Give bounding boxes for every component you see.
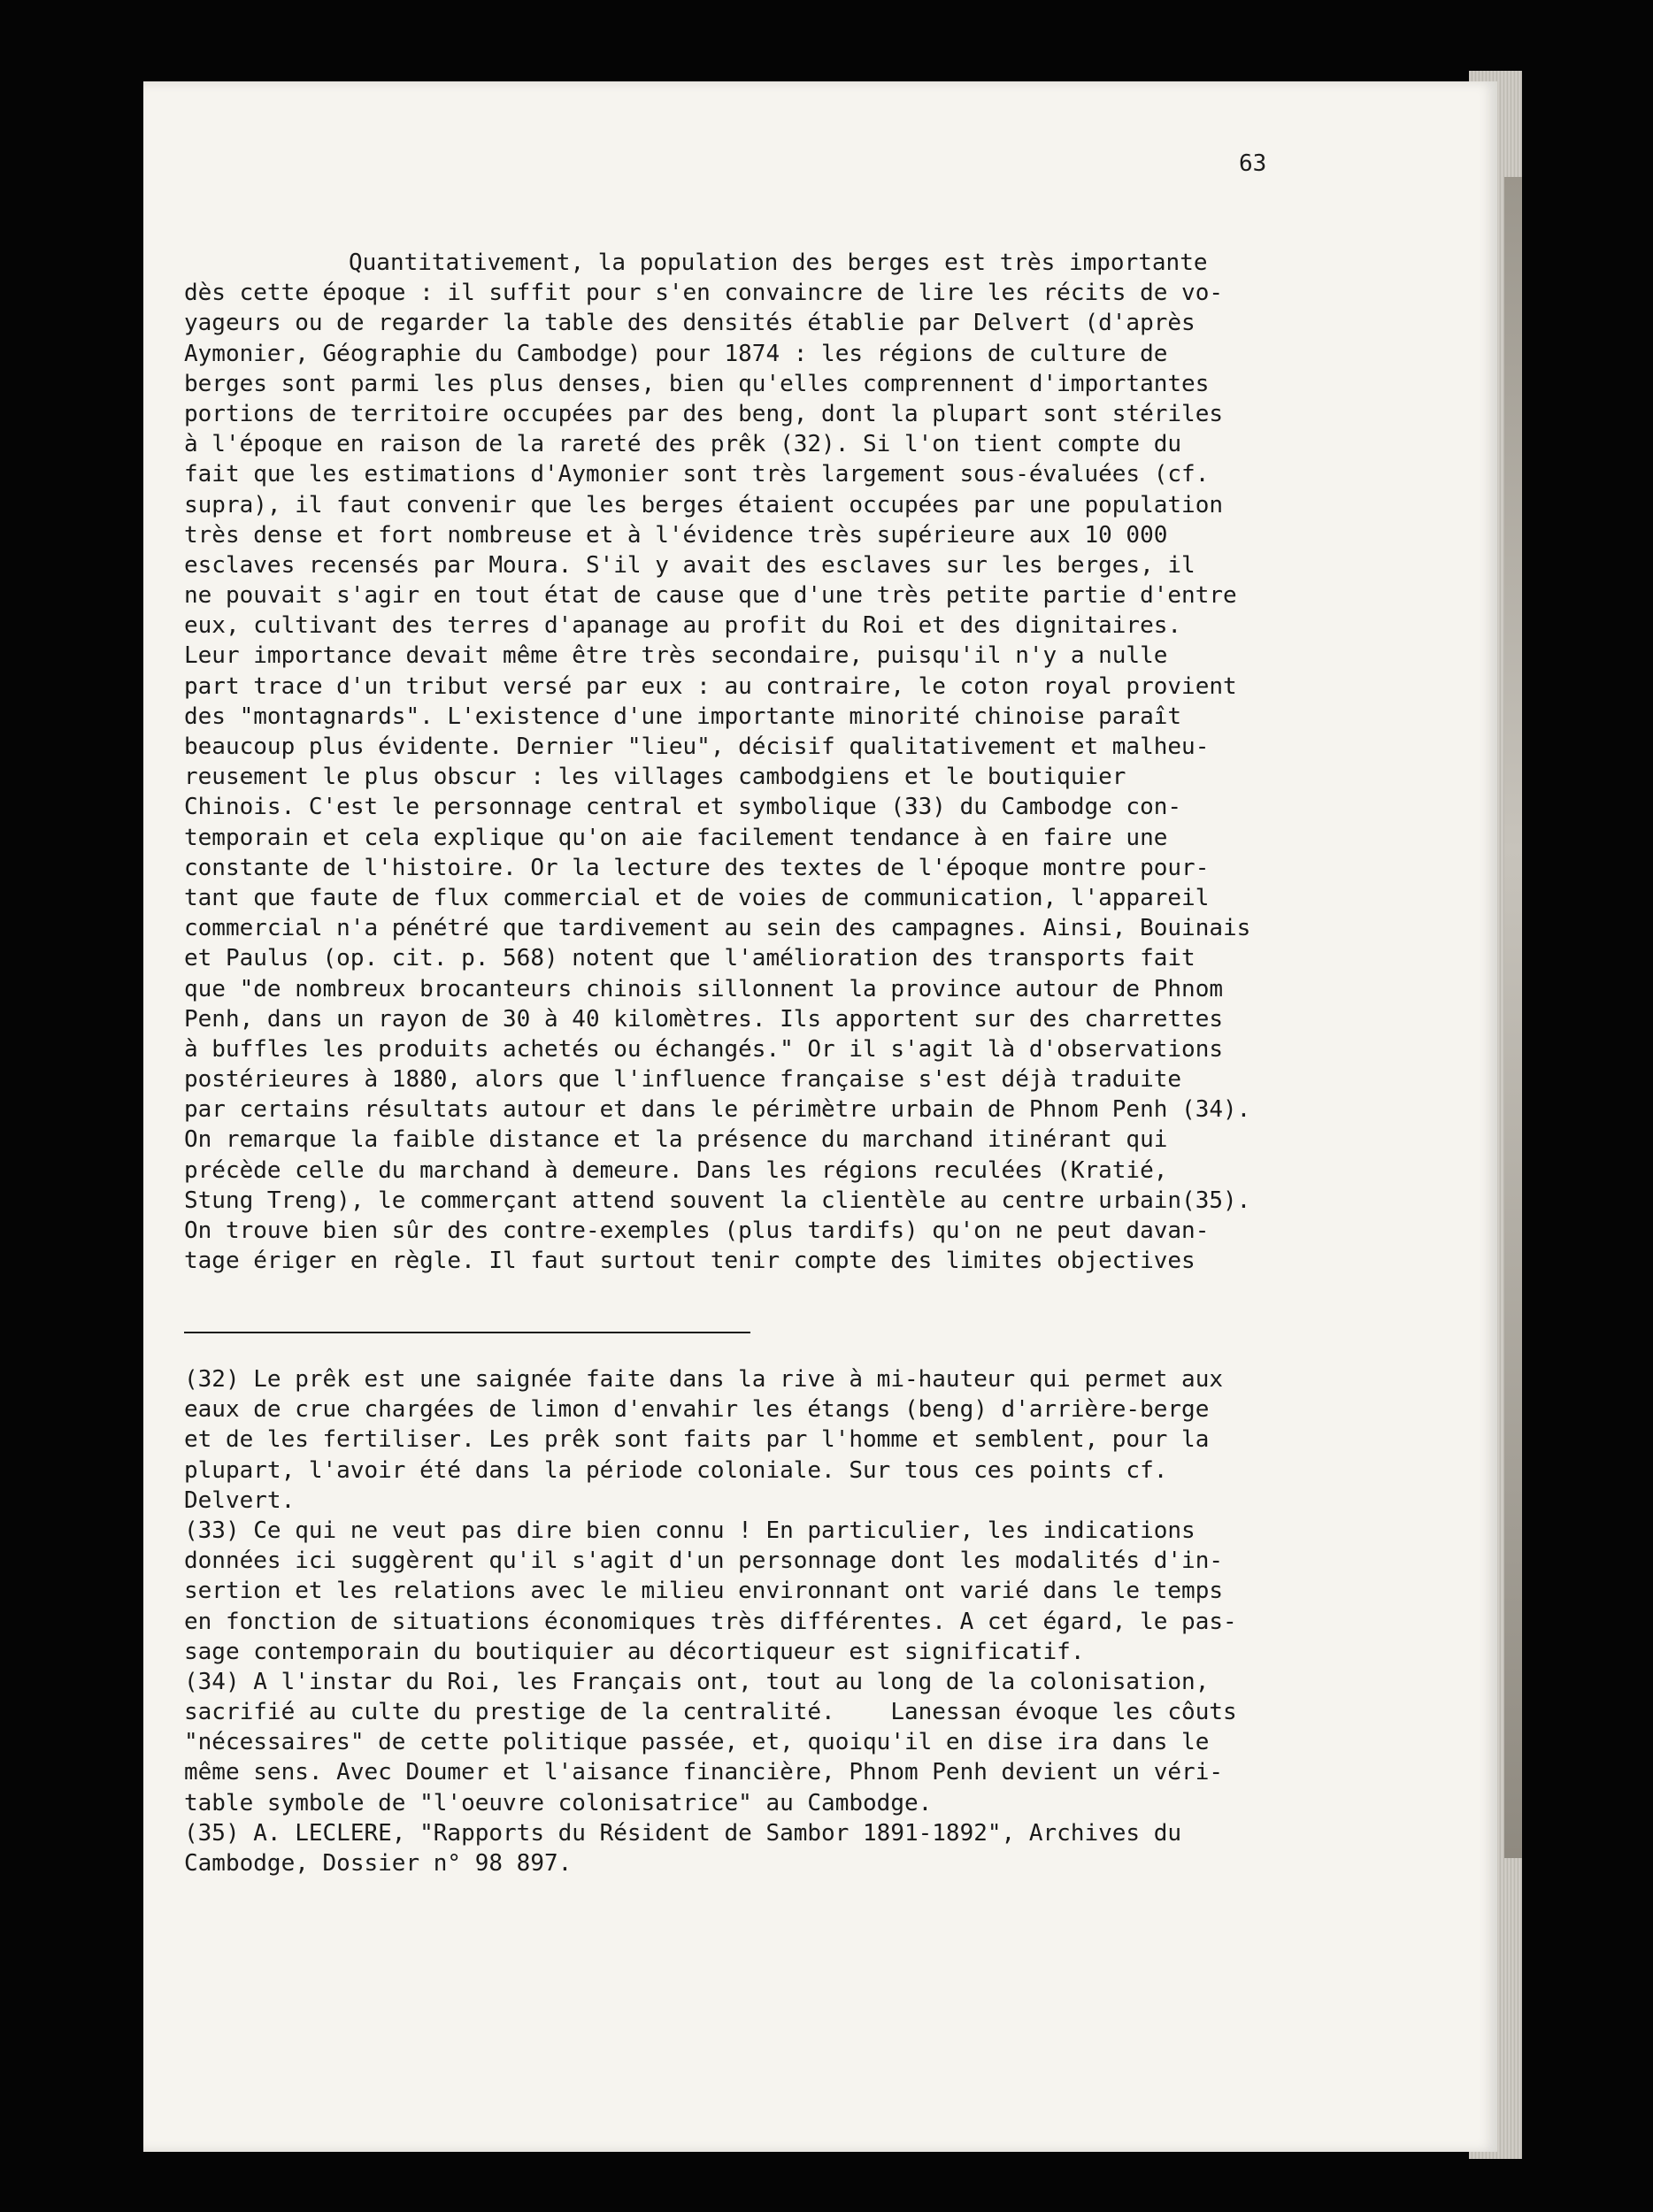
body-line: très dense et fort nombreuse et à l'évidence très supérieure aux 10 000	[184, 521, 1168, 549]
body-line: tage ériger en règle. Il faut surtout tenir compte des limites objectives	[184, 1248, 1196, 1275]
body-line: constante de l'histoire. Or la lecture des textes de l'époque montre pour-	[184, 854, 1210, 881]
footnote-line: sage contemporain du boutiquier au décortiqueur est significatif.	[184, 1638, 1085, 1665]
body-line: et Paulus (op. cit. p. 568) notent que l'amélioration des transports fait	[184, 945, 1196, 972]
body-line: Leur importance devait même être très secondaire, puisqu'il n'y a nulle	[184, 642, 1168, 670]
body-line: fait que les estimations d'Aymonier sont très largement sous-évaluées (cf.	[184, 461, 1210, 488]
body-line: Quantitativement, la population des berges est très importante	[349, 250, 1208, 276]
footnote-line: données ici suggèrent qu'il s'agit d'un personnage dont les modalités d'in-	[184, 1548, 1223, 1575]
footnote-line: sacrifié au culte du prestige de la centralité. Lanessan évoque les côuts	[184, 1699, 1237, 1726]
footnote-line: même sens. Avec Doumer et l'aisance financière, Phnom Penh devient un véri-	[184, 1759, 1223, 1786]
body-line: des "montagnards". L'existence d'une importante minorité chinoise paraît	[184, 703, 1182, 730]
body-line: Aymonier, Géographie du Cambodge) pour 1874 : les régions de culture de	[184, 340, 1168, 367]
body-line: par certains résultats autour et dans le périmètre urbain de Phnom Penh (34).	[184, 1096, 1251, 1124]
footnote-line: en fonction de situations économiques très différentes. A cet égard, le pas-	[184, 1608, 1237, 1635]
body-line: berges sont parmi les plus denses, bien qu'elles comprennent d'importantes	[184, 370, 1210, 397]
body-line: Chinois. C'est le personnage central et symbolique (33) du Cambodge con-	[184, 794, 1182, 821]
body-line: esclaves recensés par Moura. S'il y avait des esclaves sur les berges, il	[184, 551, 1196, 579]
body-line: part trace d'un tribut versé par eux : au contraire, le coton royal provient	[184, 672, 1237, 700]
footnote-line: plupart, l'avoir été dans la période coloniale. Sur tous ces points cf.	[184, 1456, 1168, 1484]
body-line: On remarque la faible distance et la présence du marchand itinérant qui	[184, 1126, 1168, 1154]
body-line: supra), il faut convenir que les berges étaient occupées par une population	[184, 491, 1223, 518]
body-line: précède celle du marchand à demeure. Dans les régions reculées (Kratié,	[184, 1156, 1168, 1184]
body-line: commercial n'a pénétré que tardivement au sein des campagnes. Ainsi, Bouinais	[184, 915, 1251, 942]
body-line: eux, cultivant des terres d'apanage au profit du Roi et des dignitaires.	[184, 612, 1182, 640]
footnote-line: (33) Ce qui ne veut pas dire bien connu ! En particulier, les indications	[184, 1517, 1196, 1544]
footnotes	[184, 1364, 1361, 1878]
body-line: beaucoup plus évidente. Dernier "lieu", décisif qualitativement et malheu-	[184, 733, 1210, 760]
body-line: On trouve bien sûr des contre-exemples (plus tardifs) qu'on ne peut davan-	[184, 1217, 1210, 1244]
footnote-line: Delvert.	[184, 1486, 296, 1514]
footnote-line: et de les fertiliser. Les prêk sont faits par l'homme et semblent, pour la	[184, 1426, 1210, 1454]
body-line: dès cette époque : il suffit pour s'en convaincre de lire les récits de vo-	[184, 280, 1223, 307]
body-line: tant que faute de flux commercial et de voies de communication, l'appareil	[184, 884, 1210, 911]
body-line: portions de territoire occupées par des beng, dont la plupart sont stériles	[184, 400, 1223, 427]
body-line: temporain et cela explique qu'on aie facilement tendance à en faire une	[184, 824, 1168, 851]
body-line: yageurs ou de regarder la table des densités établie par Delvert (d'après	[184, 310, 1196, 337]
footnote-line: (32) Le prêk est une saignée faite dans la rive à mi-hauteur qui permet aux	[184, 1366, 1223, 1393]
footnote-line: eaux de crue chargées de limon d'envahir les étangs (beng) d'arrière-berge	[184, 1396, 1210, 1424]
body-line: ne pouvait s'agir en tout état de cause que d'une très petite partie d'entre	[184, 582, 1237, 610]
footnote-line: sertion et les relations avec le milieu environnant ont varié dans le temps	[184, 1578, 1223, 1605]
footnote-separator	[184, 1332, 750, 1333]
footnote-line: "nécessaires" de cette politique passée, et, quoiqu'il en dise ira dans le	[184, 1729, 1210, 1756]
body-line: reusement le plus obscur : les villages cambodgiens et le boutiquier	[184, 764, 1126, 791]
footnote-line: (35) A. LECLERE, "Rapports du Résident de Sambor 1891-1892", Archives du	[184, 1819, 1182, 1847]
footnote-line: (34) A l'instar du Roi, les Français ont, tout au long de la colonisation,	[184, 1668, 1210, 1695]
body-text	[184, 248, 1361, 1276]
body-line: à buffles les produits achetés ou échangés." Or il s'agit là d'observations	[184, 1035, 1223, 1063]
body-line: que "de nombreux brocanteurs chinois sillonnent la province autour de Phnom	[184, 975, 1223, 1002]
body-line: à l'époque en raison de la rareté des prêk (32). Si l'on tient compte du	[184, 431, 1182, 458]
page-number: 63	[1239, 150, 1267, 177]
book-spine-shadow	[1504, 177, 1522, 1858]
footnote-line: Cambodge, Dossier n° 98 897.	[184, 1850, 573, 1877]
body-line: Stung Treng), le commerçant attend souvent la clientèle au centre urbain(35).	[184, 1187, 1251, 1214]
body-line: Penh, dans un rayon de 30 à 40 kilomètres. Ils apportent sur des charrettes	[184, 1005, 1223, 1033]
body-line: postérieures à 1880, alors que l'influence française s'est déjà traduite	[184, 1066, 1182, 1094]
footnote-line: table symbole de "l'oeuvre colonisatrice" au Cambodge.	[184, 1789, 933, 1816]
